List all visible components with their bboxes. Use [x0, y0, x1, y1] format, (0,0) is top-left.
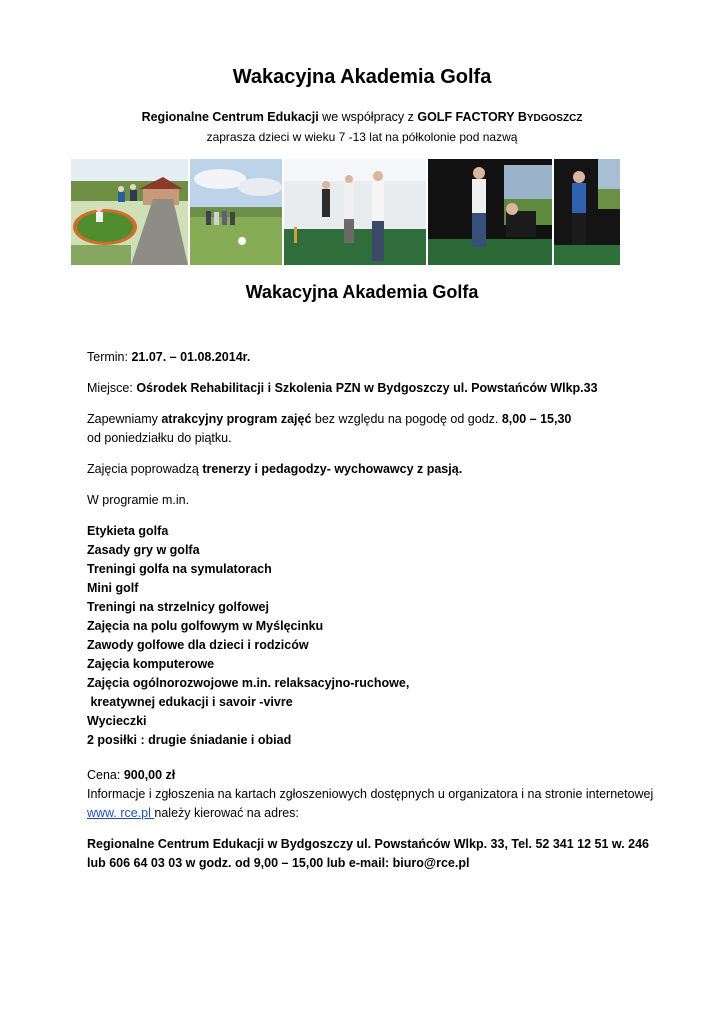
intro-with: we współpracy z	[318, 110, 418, 124]
minigolf-photo	[71, 159, 188, 265]
termin-label: Termin:	[87, 350, 132, 364]
offer-days: od poniedziałku do piątku.	[87, 431, 232, 445]
intro-line	[0, 110, 724, 124]
invite-line: zaprasza dzieci w wieku 7 -13 lat na półkolonie pod nazwą	[206, 130, 518, 144]
price-line	[87, 766, 687, 785]
list-item: Zajęcia komputerowe	[87, 657, 215, 671]
termin-line	[87, 348, 687, 367]
program-list	[87, 522, 687, 750]
contact-line-2: lub 606 64 03 03 w godz. od 9,00 – 15,00 lub e-mail: biuro@rce.pl	[87, 856, 470, 870]
miejsce-line	[87, 379, 687, 398]
info-text: Informacje i zgłoszenia na kartach zgłoszeniowych dostępnych u organizatora i na stronie internetowej	[87, 787, 654, 801]
offer-bold-1: atrakcyjny program zajęć	[161, 412, 312, 426]
offer-paragraph	[87, 410, 687, 448]
partner-name: GOLF FACTORY B	[417, 110, 527, 124]
list-item: kreatywnej edukacji i savoir -vivre	[87, 695, 293, 709]
simulator-photo	[428, 159, 552, 265]
price-value: 900,00 zł	[123, 768, 176, 782]
price-label: Cena:	[87, 768, 124, 782]
offer-hours: 8,00 – 15,30	[501, 412, 572, 426]
termin-value: 21.07. – 01.08.2014r.	[131, 350, 251, 364]
organizer-name: Regionalne Centrum Edukacji	[141, 110, 319, 124]
partner-name-smallcaps: YDGOSZCZ	[526, 113, 583, 124]
list-item: 2 posiłki : drugie śniadanie i obiad	[87, 733, 292, 747]
info-after: należy kierować na adres:	[154, 806, 299, 820]
offer-text-2: bez względu na pogodę od godz.	[311, 412, 502, 426]
list-item: Treningi na strzelnicy golfowej	[87, 600, 269, 614]
list-item: Zasady gry w golfa	[87, 543, 200, 557]
list-item: Zawody golfowe dla dzieci i rodziców	[87, 638, 309, 652]
program-intro: W programie m.in.	[87, 493, 190, 507]
miejsce-value: Ośrodek Rehabilitacji i Szkolenia PZN w Bydgoszczy ul. Powstańców Wlkp.33	[136, 381, 598, 395]
list-item: Treningi golfa na symulatorach	[87, 562, 272, 576]
trainers-bold: trenerzy i pedagodzy- wychowawcy z pasją.	[202, 462, 463, 476]
list-item: Wycieczki	[87, 714, 147, 728]
document-title: Wakacyjna Akademia Golfa	[232, 66, 492, 88]
miejsce-label: Miejsce:	[87, 381, 137, 395]
list-item: Etykieta golfa	[87, 524, 169, 538]
list-item: Zajęcia ogólnorozwojowe m.in. relaksacyjno-ruchowe,	[87, 676, 410, 690]
putting-photo	[554, 159, 620, 265]
contact-block	[87, 835, 707, 873]
trainers-text: Zajęcia poprowadzą	[87, 462, 203, 476]
website-link[interactable]: www. rce.pl	[87, 806, 155, 820]
contact-line-1: Regionalne Centrum Edukacji w Bydgoszczy ul. Powstańców Wlkp. 33, Tel. 52 341 12 51 w. 246	[87, 837, 649, 851]
indoor-golf-photo	[284, 159, 426, 265]
offer-text-1: Zapewniamy	[87, 412, 162, 426]
trainers-line	[87, 460, 687, 479]
section-title: Wakacyjna Akademia Golfa	[245, 282, 479, 302]
list-item: Zajęcia na polu golfowym w Myślęcinku	[87, 619, 324, 633]
list-item: Mini golf	[87, 581, 139, 595]
info-paragraph	[87, 785, 707, 823]
golf-field-kids-photo	[190, 159, 282, 265]
